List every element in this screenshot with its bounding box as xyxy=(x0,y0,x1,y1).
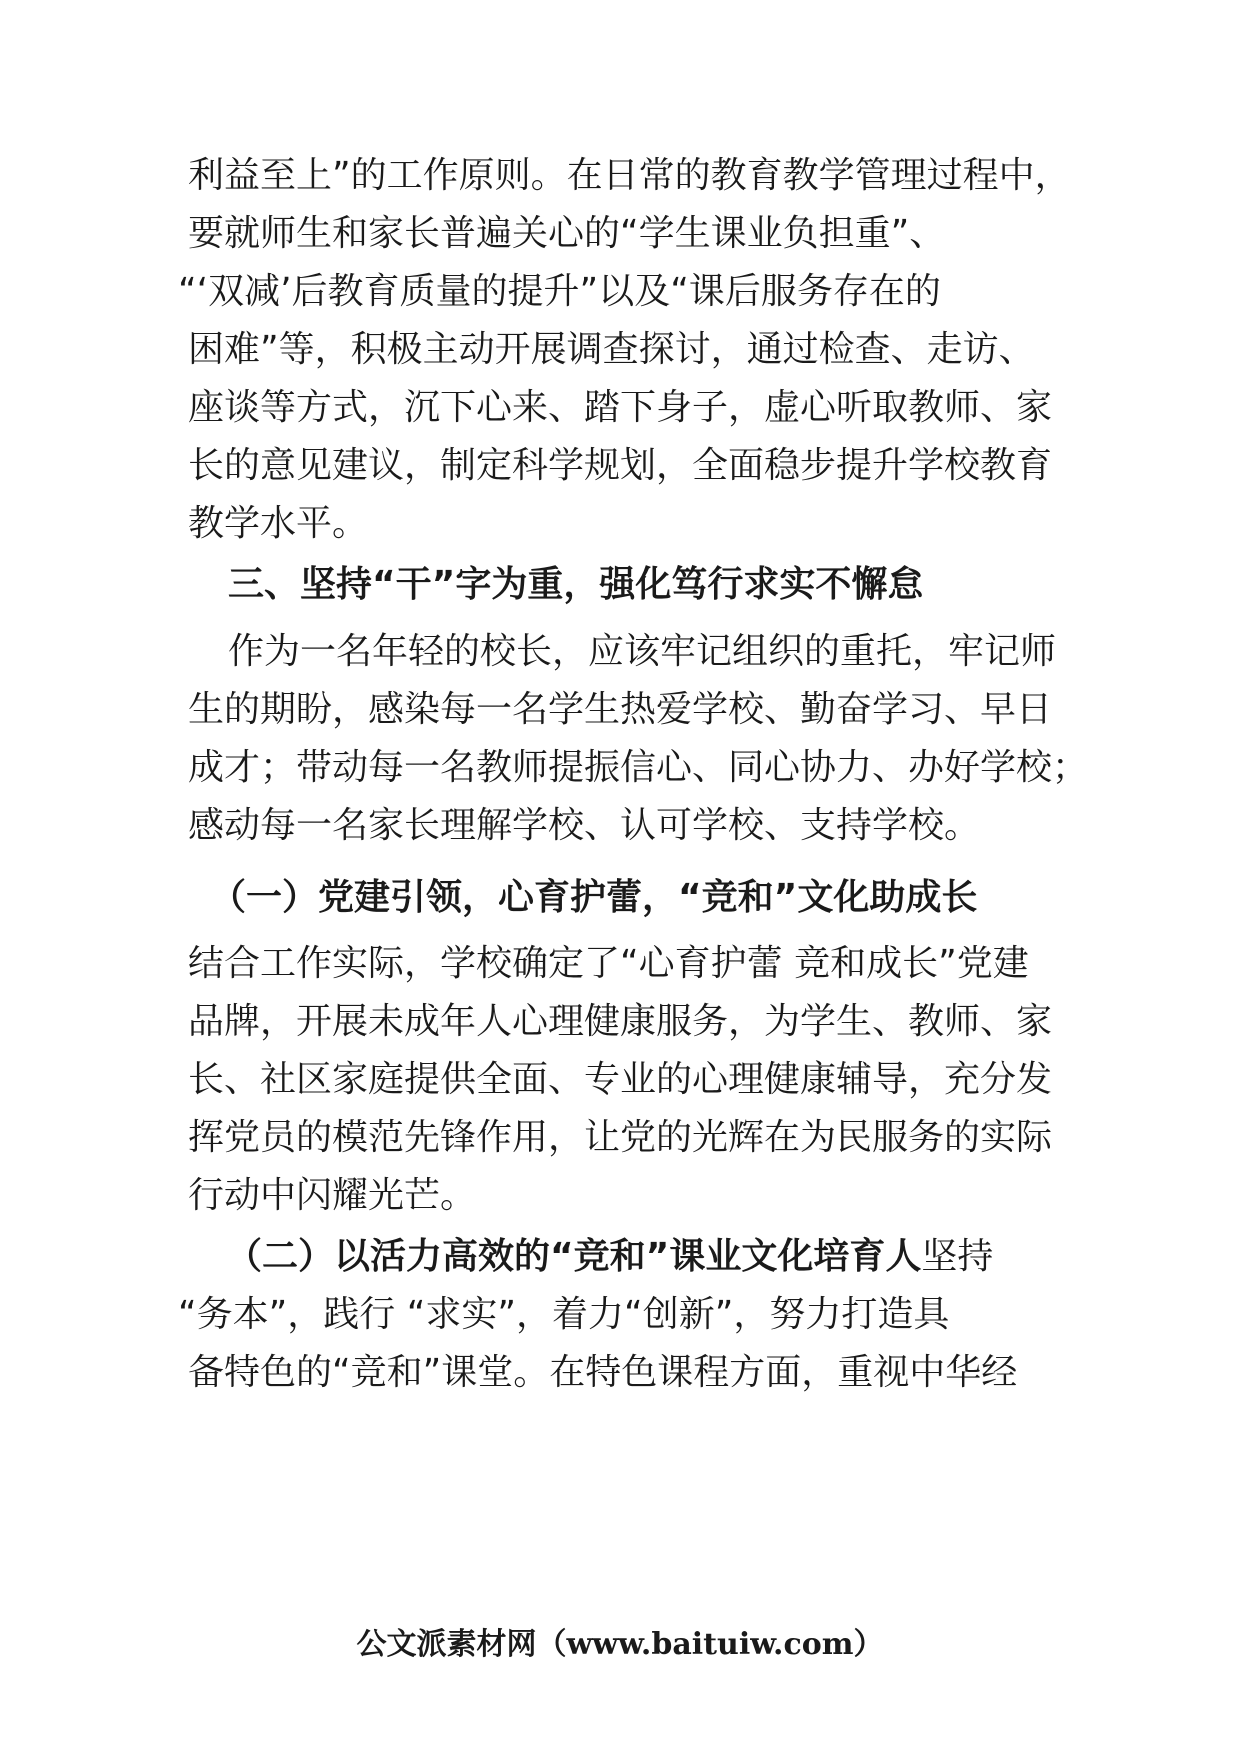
paragraph-line: 行动中闪耀光芒。 xyxy=(188,1175,477,1216)
paragraph-line: “务本”，践行 “求实”，着力“创新”，努力打造具 xyxy=(178,1294,950,1335)
paragraph-line: 生的期盼，感染每一名学生热爱学校、勤奋学习、早日 xyxy=(188,689,1053,730)
paragraph-line: 感动每一名家长理解学校、认可学校、支持学校。 xyxy=(188,805,981,846)
paragraph-line: 品牌，开展未成年人心理健康服务，为学生、教师、家 xyxy=(188,1001,1053,1042)
paragraph-line: 备特色的“竞和”课堂。在特色课程方面，重视中华经 xyxy=(188,1352,1018,1393)
paragraph-line: 结合工作实际，学校确定了“心育护蕾 竞和成长”党建 xyxy=(188,943,1029,984)
paragraph-line: 利益至上”的工作原则。在日常的教育教学管理过程中， xyxy=(188,155,1071,196)
subsection-heading: （一）党建引领，心育护蕾，“竞和”文化助成长 xyxy=(210,877,978,918)
paragraph-line: 长、社区家庭提供全面、专业的心理健康辅导，充分发 xyxy=(188,1059,1053,1100)
paragraph-line: 挥党员的模范先锋作用，让党的光辉在为民服务的实际 xyxy=(188,1117,1053,1158)
paragraph-line: “‘双减’后教育质量的提升”以及“课后服务存在的 xyxy=(178,271,941,312)
paragraph-line: 教学水平。 xyxy=(188,503,369,544)
paragraph-line: 成才；带动每一名教师提振信心、同心协力、办好学校； xyxy=(188,747,1089,788)
paragraph-line: 座谈等方式，沉下心来、踏下身子，虚心听取教师、家 xyxy=(188,387,1053,428)
inline-continuation: 坚持 xyxy=(921,1236,994,1277)
paragraph-line: 困难”等，积极主动开展调查探讨，通过检查、走访、 xyxy=(188,329,1035,370)
subsection-heading-line xyxy=(226,1235,993,1279)
footer-source: 公文派素材网（www.baituiw.com） xyxy=(356,1627,884,1662)
paragraph-line: 作为一名年轻的校长，应该牢记组织的重托，牢记师 xyxy=(228,631,1057,672)
section-heading: 三、坚持“干”字为重，强化笃行求实不懈怠 xyxy=(228,564,924,605)
paragraph-line: 长的意见建议，制定科学规划，全面稳步提升学校教育 xyxy=(188,445,1053,486)
paragraph-line: 要就师生和家长普遍关心的“学生课业负担重”、 xyxy=(188,213,946,254)
subsection-heading: （二）以活力高效的“竞和”课业文化培育人 xyxy=(226,1236,922,1277)
